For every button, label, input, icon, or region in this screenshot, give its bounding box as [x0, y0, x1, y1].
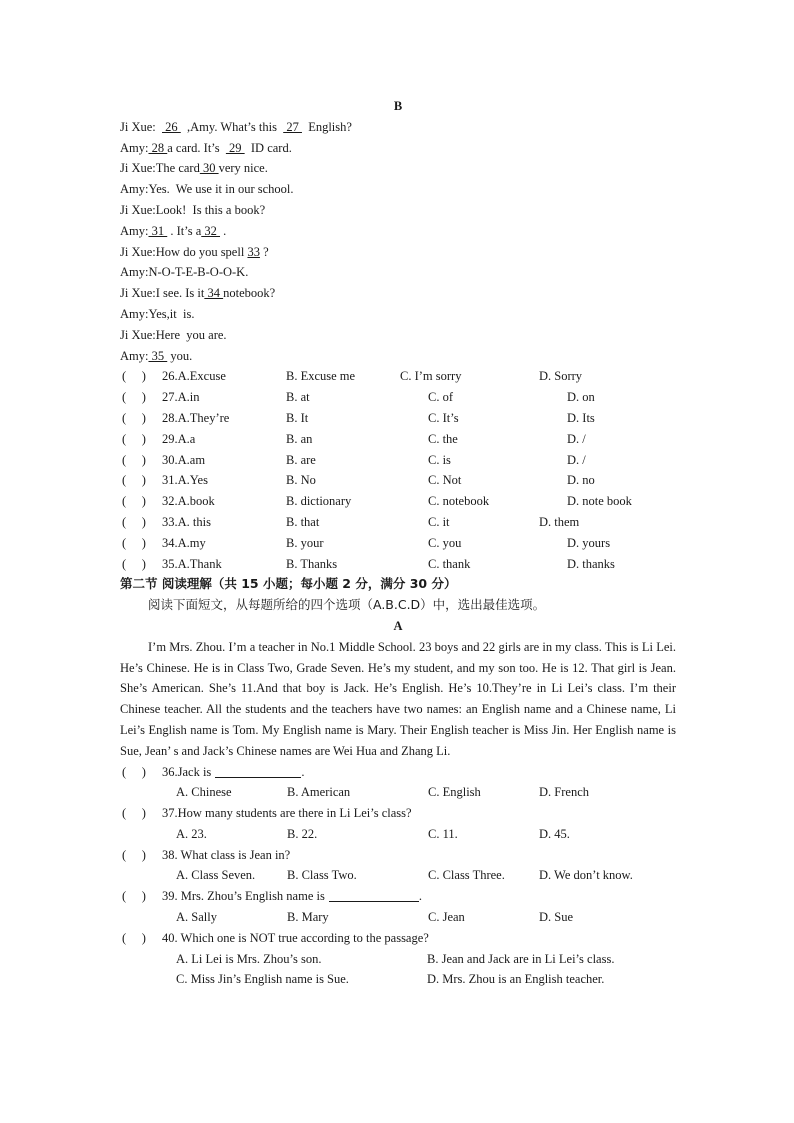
- option-d: D. no: [567, 473, 595, 488]
- answer-bracket: ( ): [122, 494, 146, 509]
- option-c: C. I’m sorry: [400, 369, 462, 384]
- option-d: D. Sue: [539, 910, 574, 925]
- question-stem: [162, 803, 412, 824]
- option-d: D. Mrs. Zhou is an English teacher.: [427, 972, 605, 987]
- option-a: A. Class Seven.: [176, 868, 256, 883]
- question-text: 37.How many students are there in Li Lei’s class?: [162, 806, 412, 821]
- dialogue-line: [120, 200, 676, 221]
- option-d: D. We don’t know.: [539, 868, 633, 883]
- answer-blank: [329, 887, 419, 902]
- part-b-heading: B: [393, 99, 403, 113]
- options-row: [120, 865, 676, 886]
- option-b: B. are: [286, 452, 316, 467]
- question-stem: [162, 762, 304, 783]
- dialogue-line: [120, 325, 676, 346]
- option-c: C. is: [428, 452, 451, 467]
- blank-number: 28: [148, 140, 168, 155]
- option-c: C. the: [428, 431, 458, 446]
- question-row: [120, 928, 676, 949]
- option-d: D. thanks: [567, 556, 615, 571]
- option-d: D. Its: [567, 410, 595, 425]
- option-c: C. you: [428, 535, 462, 550]
- option-c: C. 11.: [428, 826, 458, 841]
- options-row: [120, 824, 676, 845]
- dialogue-text: Amy:: [120, 348, 149, 363]
- question-row: [120, 408, 676, 429]
- blank-number: 26: [162, 119, 181, 134]
- option-b: B. Mary: [287, 910, 329, 925]
- option-d: D. on: [567, 390, 595, 405]
- question-row: [120, 470, 676, 491]
- question-row: [120, 512, 676, 533]
- dialogue-line: [120, 221, 676, 242]
- option-c: C. thank: [428, 556, 471, 571]
- option-b: B. at: [286, 390, 310, 405]
- blank-number: 30: [199, 161, 219, 176]
- option-a: 33.A. this: [162, 514, 211, 529]
- option-c: C. of: [428, 390, 453, 405]
- options-row: [120, 949, 676, 970]
- option-c: C. Miss Jin’s English name is Sue.: [176, 972, 349, 987]
- options-row: [120, 969, 676, 990]
- dialogue-text: you.: [167, 348, 193, 363]
- option-a: 29.A.a: [162, 431, 196, 446]
- dialogue-text: ?: [259, 244, 269, 259]
- option-c: C. It’s: [428, 410, 459, 425]
- option-a: A. Sally: [176, 910, 217, 925]
- question-row: [120, 886, 676, 907]
- dialogue-text: Amy:Yes. We use it in our school.: [120, 182, 294, 197]
- option-b: B. No: [286, 473, 316, 488]
- dialogue-line: [120, 179, 676, 200]
- dialogue-text: English?: [301, 119, 352, 134]
- option-c: C. notebook: [428, 494, 490, 509]
- option-b: B. Class Two.: [287, 868, 357, 883]
- dialogue-text: very nice.: [218, 161, 268, 176]
- question-row: [120, 554, 676, 575]
- option-a: 34.A.my: [162, 535, 206, 550]
- answer-bracket: ( ): [122, 473, 146, 488]
- answer-bracket: ( ): [122, 431, 146, 446]
- option-a: 28.A.They’re: [162, 410, 230, 425]
- option-d: D. French: [539, 785, 589, 800]
- section-instruction: 阅读下面短文，从每题所给的四个选项（A.B.C.D）中，选出最佳选项。: [148, 597, 546, 613]
- question-stem: [162, 928, 429, 949]
- dialogue-text: a card. It’s: [167, 140, 226, 155]
- dialogue-block: [120, 117, 676, 367]
- options-row: [120, 782, 676, 803]
- option-a: 35.A.Thank: [162, 556, 222, 571]
- option-d: D. /: [567, 431, 586, 446]
- question-row: [120, 533, 676, 554]
- option-b: B. that: [286, 514, 320, 529]
- dialogue-text: Ji Xue:Look! Is this a book?: [120, 202, 266, 217]
- dialogue-text: Ji Xue:The card: [120, 161, 200, 176]
- question-text: 36.Jack is: [162, 764, 212, 779]
- dialogue-text: Ji Xue:I see. Is it: [120, 286, 205, 301]
- options-row: [120, 907, 676, 928]
- option-a: 32.A.book: [162, 494, 215, 509]
- option-a: A. Li Lei is Mrs. Zhou’s son.: [176, 951, 322, 966]
- question-row: [120, 450, 676, 471]
- question-row: [120, 429, 676, 450]
- blank-number: 29: [225, 140, 245, 155]
- answer-bracket: ( ): [122, 556, 146, 571]
- answer-bracket: ( ): [122, 764, 146, 779]
- question-tail: .: [301, 764, 305, 779]
- dialogue-text: .: [220, 223, 227, 238]
- answer-bracket: ( ): [122, 514, 146, 529]
- answer-bracket: ( ): [122, 452, 146, 467]
- dialogue-line: [120, 117, 676, 138]
- option-a: A. 23.: [176, 826, 207, 841]
- option-b: B. Jean and Jack are in Li Lei’s class.: [427, 951, 615, 966]
- dialogue-text: Amy:: [120, 223, 149, 238]
- option-c: C. Not: [428, 473, 462, 488]
- reading-questions: [120, 762, 676, 991]
- question-stem: [162, 886, 422, 907]
- option-d: D. Sorry: [539, 369, 583, 384]
- dialogue-text: Amy:Yes,it is.: [120, 306, 195, 321]
- answer-bracket: ( ): [122, 847, 146, 862]
- dialogue-text: Ji Xue:: [120, 119, 163, 134]
- option-d: D. note book: [567, 494, 632, 509]
- blank-number: 33: [247, 244, 260, 259]
- answer-bracket: ( ): [122, 930, 146, 945]
- answer-blank: [215, 763, 301, 778]
- dialogue-text: ,Amy. What’s this: [180, 119, 284, 134]
- option-b: B. It: [286, 410, 309, 425]
- dialogue-line: [120, 283, 676, 304]
- question-row: [120, 762, 676, 783]
- dialogue-text: notebook?: [223, 286, 276, 301]
- dialogue-line: [120, 242, 676, 263]
- option-a: 26.A.Excuse: [162, 369, 226, 384]
- option-d: D. /: [567, 452, 586, 467]
- question-stem: [162, 845, 290, 866]
- option-b: B. Excuse me: [286, 369, 356, 384]
- answer-bracket: ( ): [122, 369, 146, 384]
- option-b: B. 22.: [287, 826, 318, 841]
- section-title: 第二节 阅读理解（共 15 小题；每小题 2 分，满分 30 分）: [120, 576, 457, 592]
- answer-bracket: ( ): [122, 390, 146, 405]
- question-text: 38. What class is Jean in?: [162, 847, 291, 862]
- option-b: B. an: [286, 431, 313, 446]
- answer-bracket: ( ): [122, 535, 146, 550]
- blank-number: 35: [148, 348, 168, 363]
- answer-bracket: ( ): [122, 806, 146, 821]
- dialogue-text: Ji Xue:How do you spell: [120, 244, 248, 259]
- dialogue-line: [120, 138, 676, 159]
- option-d: D. 45.: [539, 826, 570, 841]
- dialogue-text: Amy:N-O-T-E-B-O-O-K.: [120, 265, 249, 280]
- blank-number: 34: [204, 286, 224, 301]
- option-a: 30.A.am: [162, 452, 206, 467]
- answer-bracket: ( ): [122, 889, 146, 904]
- question-row: [120, 845, 676, 866]
- option-b: B. American: [287, 785, 351, 800]
- option-c: C. Jean: [428, 910, 465, 925]
- option-a: 31.A.Yes: [162, 473, 208, 488]
- passage-heading: A: [393, 618, 403, 633]
- option-b: B. your: [286, 535, 324, 550]
- option-d: D. them: [539, 514, 580, 529]
- option-a: 27.A.in: [162, 390, 200, 405]
- option-d: D. yours: [567, 535, 611, 550]
- reading-passage: I’m Mrs. Zhou. I’m a teacher in No.1 Middle School. 23 boys and 22 girls are in my class. This is Li Lei. He’s Chinese. He is in Class Two, Grade Seven. He’s my student, and my son too. He is 12. That girl is Jean. She’s American. She’s 11.And that boy is Jack. He’s English. He’s 10.They’re in Li Lei’s class. I’m their Chinese teacher. All the students and the teachers have two names: an English name and a Chinese name, Li Lei’s English name is Tom. My English name is Mary. Their English teacher is Miss Jin. Her English name is Sue, Jean’ s and Jack’s Chinese names are Wei Hua and Zhang Li.: [120, 639, 676, 758]
- question-tail: .: [418, 889, 422, 904]
- option-b: B. dictionary: [286, 494, 352, 509]
- dialogue-text: ID card.: [244, 140, 292, 155]
- dialogue-text: Ji Xue:Here you are.: [120, 327, 227, 342]
- question-row: [120, 366, 676, 387]
- blank-number: 27: [283, 119, 302, 134]
- question-row: [120, 387, 676, 408]
- dialogue-text: Amy:: [120, 140, 149, 155]
- exam-page: [120, 96, 676, 990]
- blank-number: 31: [148, 223, 168, 238]
- option-c: C. it: [428, 514, 450, 529]
- answer-bracket: ( ): [122, 410, 146, 425]
- option-c: C. English: [428, 785, 481, 800]
- option-a: A. Chinese: [176, 785, 232, 800]
- option-c: C. Class Three.: [428, 868, 505, 883]
- dialogue-line: [120, 304, 676, 325]
- dialogue-text: . It’s a: [167, 223, 202, 238]
- question-row: [120, 491, 676, 512]
- question-text: 40. Which one is NOT true according to the passage?: [162, 930, 429, 945]
- dialogue-line: [120, 346, 676, 367]
- dialogue-line: [120, 262, 676, 283]
- question-row: [120, 803, 676, 824]
- option-b: B. Thanks: [286, 556, 338, 571]
- dialogue-line: [120, 158, 676, 179]
- question-text: 39. Mrs. Zhou’s English name is: [162, 889, 325, 904]
- cloze-questions: [120, 366, 676, 574]
- blank-number: 32: [201, 223, 221, 238]
